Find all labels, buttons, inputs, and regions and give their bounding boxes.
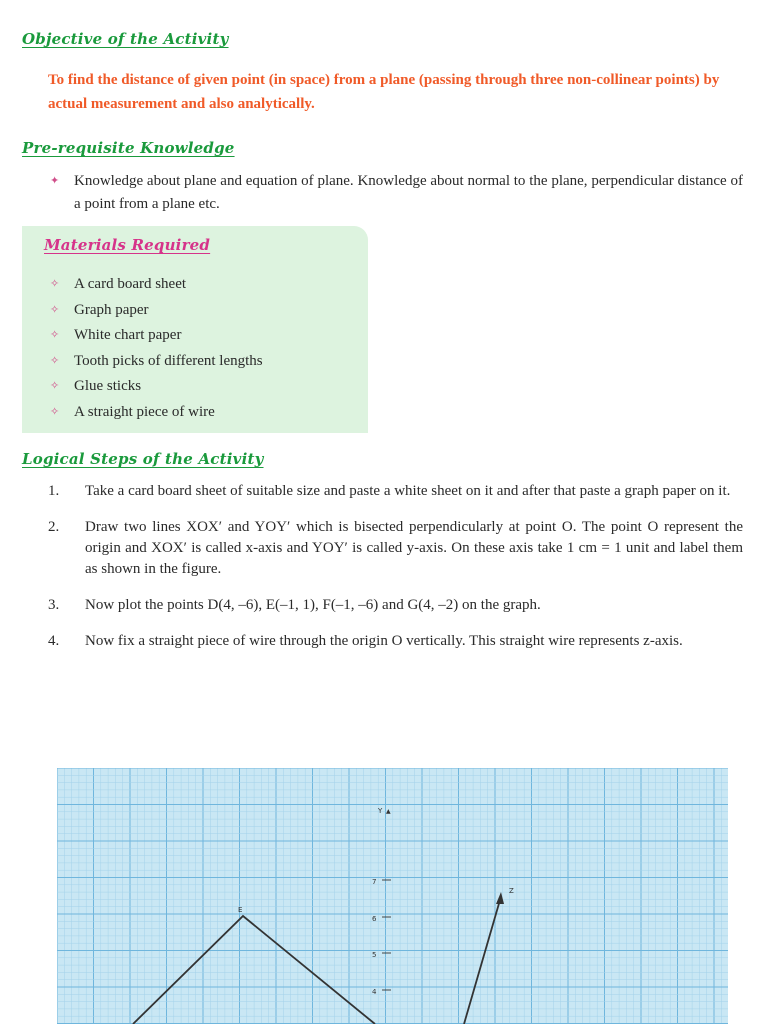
list-item — [48, 349, 358, 375]
diamond-bullet-icon: ✦ — [50, 175, 60, 187]
step-item — [48, 481, 743, 502]
step-number: 2. — [48, 519, 60, 535]
tick-label-6: 6 — [372, 915, 377, 923]
list-item — [48, 170, 743, 216]
step-number: 3. — [48, 597, 60, 613]
diamond-bullet-icon: ✧ — [50, 354, 60, 367]
diamond-bullet-icon: ✧ — [50, 329, 60, 341]
step-text: Now fix a straight piece of wire through the origin O vertically. This straight wire represents z-axis. — [85, 633, 683, 649]
materials-heading: Materials Required — [44, 236, 211, 254]
material-label: A straight piece of wire — [74, 403, 215, 420]
step-text: Now plot the points D(4, –6), E(–1, 1), F(–1, –6) and G(4, –2) on the graph. — [85, 597, 541, 613]
material-label: White chart paper — [74, 327, 182, 343]
diamond-bullet-icon: ✧ — [50, 303, 60, 316]
z-axis-label: Z — [509, 887, 514, 895]
material-label: Graph paper — [74, 301, 149, 318]
step-item — [48, 517, 743, 580]
list-item — [48, 298, 358, 324]
prerequisite-text: Knowledge about plane and equation of plane. Knowledge about normal to the plane, perpendicular distance of a point from a plane etc. — [74, 173, 743, 212]
steps-heading: Logical Steps of the Activity — [22, 450, 264, 468]
diamond-bullet-icon: ✧ — [50, 405, 60, 418]
step-item — [48, 631, 743, 652]
step-text: Draw two lines XOX′ and YOY′ which is bisected perpendicularly at point O. The point O represent the origin and XOX′ is called x-axis and YOY′ is called y-axis. On these axis take 1 cm = 1 unit and label them as shown in the figure. — [85, 519, 743, 577]
tick-label-5: 5 — [372, 951, 377, 959]
y-axis-label: Y — [378, 807, 383, 815]
point-label-e: E — [238, 906, 243, 914]
list-item — [48, 272, 358, 298]
y-axis-arrow-icon: ▲ — [386, 808, 391, 815]
diamond-bullet-icon: ✧ — [50, 380, 60, 392]
objective-text: To find the distance of given point (in space) from a plane (passing through three non-collinear points) by actual measurement and also analytically. — [48, 72, 720, 112]
prerequisite-list — [48, 170, 743, 216]
step-item — [48, 595, 743, 616]
list-item — [48, 323, 358, 349]
list-item — [48, 374, 358, 400]
step-text: Take a card board sheet of suitable size and paste a white sheet on it and after that paste a graph paper on it. — [85, 483, 731, 499]
steps-list — [48, 481, 743, 667]
tick-label-7: 7 — [372, 878, 377, 886]
material-label: Glue sticks — [74, 378, 142, 394]
prerequisite-heading: Pre-requisite Knowledge — [22, 139, 235, 157]
materials-list — [48, 272, 358, 425]
graph-paper — [57, 768, 728, 1024]
objective-heading: Objective of the Activity — [22, 30, 229, 48]
list-item — [48, 400, 358, 426]
material-label: A card board sheet — [74, 276, 187, 292]
step-number: 4. — [48, 633, 60, 649]
tick-label-4: 4 — [372, 988, 377, 996]
material-label: Tooth picks of different lengths — [74, 352, 263, 369]
diamond-bullet-icon: ✧ — [50, 278, 60, 290]
graph-paper-background — [57, 768, 728, 1024]
step-number: 1. — [48, 483, 60, 499]
materials-box — [22, 226, 368, 433]
graph-figure — [57, 768, 728, 1024]
